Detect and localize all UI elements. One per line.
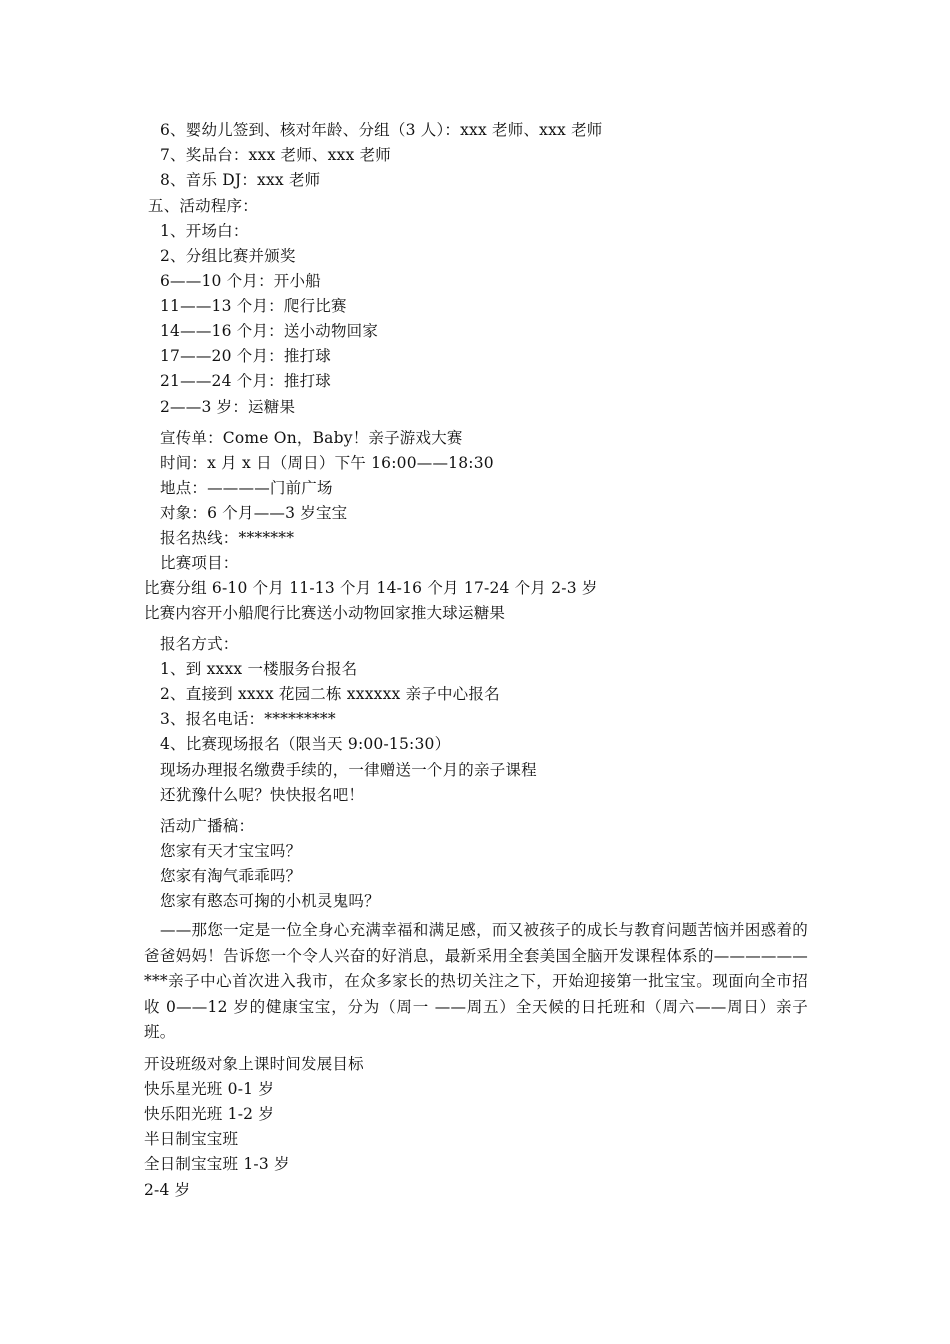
flyer-place: 地点：————门前广场 xyxy=(160,479,333,497)
program-heading: 五、活动程序： xyxy=(148,197,258,215)
flyer-contents-row: 比赛内容开小船爬行比赛送小动物回家推大球运糖果 xyxy=(144,604,506,622)
flyer-title: 宣传单：Come On，Baby！亲子游戏大赛 xyxy=(160,429,463,447)
signup-cta: 还犹豫什么呢？快快报名吧！ xyxy=(160,786,365,804)
classes-row: 全日制宝宝班 1-3 岁 xyxy=(144,1155,290,1173)
broadcast-paragraph: ——那您一定是一位全身心充满幸福和满足感，而又被孩子的成长与教育问题苦恼并困惑着的爸爸妈妈！告诉您一个令人兴奋的好消息，最新采用全套美国全脑开发课程体系的——————***亲子中心首次进入我市，在众多家长的热切关注之下，开始迎接第一批宝宝。现面向全市招收 0——12 岁的健康宝宝，分为（周一 ——周五）全天候的日托班和（周六——周日）亲子班。 xyxy=(144,921,808,1041)
signup-gift: 现场办理报名缴费手续的，一律赠送一个月的亲子课程 xyxy=(160,761,537,779)
program-item: 11——13 个月：爬行比赛 xyxy=(160,297,347,315)
signup-item: 1、到 xxxx 一楼服务台报名 xyxy=(160,660,358,678)
program-item: 14——16 个月：送小动物回家 xyxy=(160,322,379,340)
flyer-hotline: 报名热线：******* xyxy=(160,529,295,547)
staff-item: 8、音乐 DJ：xxx 老师 xyxy=(160,171,321,189)
flyer-time: 时间：x 月 x 日（周日）下午 16:00——18:30 xyxy=(160,454,494,472)
flyer-groups-row: 比赛分组 6-10 个月 11-13 个月 14-16 个月 17-24 个月 2-3 岁 xyxy=(144,579,598,597)
signup-item: 3、报名电话：********* xyxy=(160,710,336,728)
program-item: 17——20 个月：推打球 xyxy=(160,347,331,365)
classes-row: 2-4 岁 xyxy=(144,1181,191,1199)
broadcast-heading: 活动广播稿： xyxy=(160,817,255,835)
classes-row: 快乐星光班 0-1 岁 xyxy=(144,1080,275,1098)
staff-item: 7、奖品台：xxx 老师、xxx 老师 xyxy=(160,146,391,164)
classes-row: 半日制宝宝班 xyxy=(144,1130,239,1148)
program-item: 6——10 个月：开小船 xyxy=(160,272,321,290)
signup-item: 2、直接到 xxxx 花园二栋 xxxxxx 亲子中心报名 xyxy=(160,685,500,703)
broadcast-question: 您家有淘气乖乖吗？ xyxy=(160,867,302,885)
classes-header: 开设班级对象上课时间发展目标 xyxy=(144,1055,364,1073)
signup-heading: 报名方式： xyxy=(160,635,239,653)
program-item: 1、开场白： xyxy=(160,222,249,240)
program-item: 2——3 岁：运糖果 xyxy=(160,398,296,416)
signup-item: 4、比赛现场报名（限当天 9:00-15:30） xyxy=(160,735,451,753)
program-item: 2、分组比赛并颁奖 xyxy=(160,247,296,265)
program-item: 21——24 个月：推打球 xyxy=(160,372,331,390)
broadcast-question: 您家有天才宝宝吗？ xyxy=(160,842,302,860)
broadcast-question: 您家有憨态可掬的小机灵鬼吗？ xyxy=(160,892,380,910)
classes-row: 快乐阳光班 1-2 岁 xyxy=(144,1105,275,1123)
flyer-target: 对象：6 个月——3 岁宝宝 xyxy=(160,504,348,522)
staff-item: 6、婴幼儿签到、核对年龄、分组（3 人）：xxx 老师、xxx 老师 xyxy=(160,121,603,139)
flyer-events-label: 比赛项目： xyxy=(160,554,239,572)
